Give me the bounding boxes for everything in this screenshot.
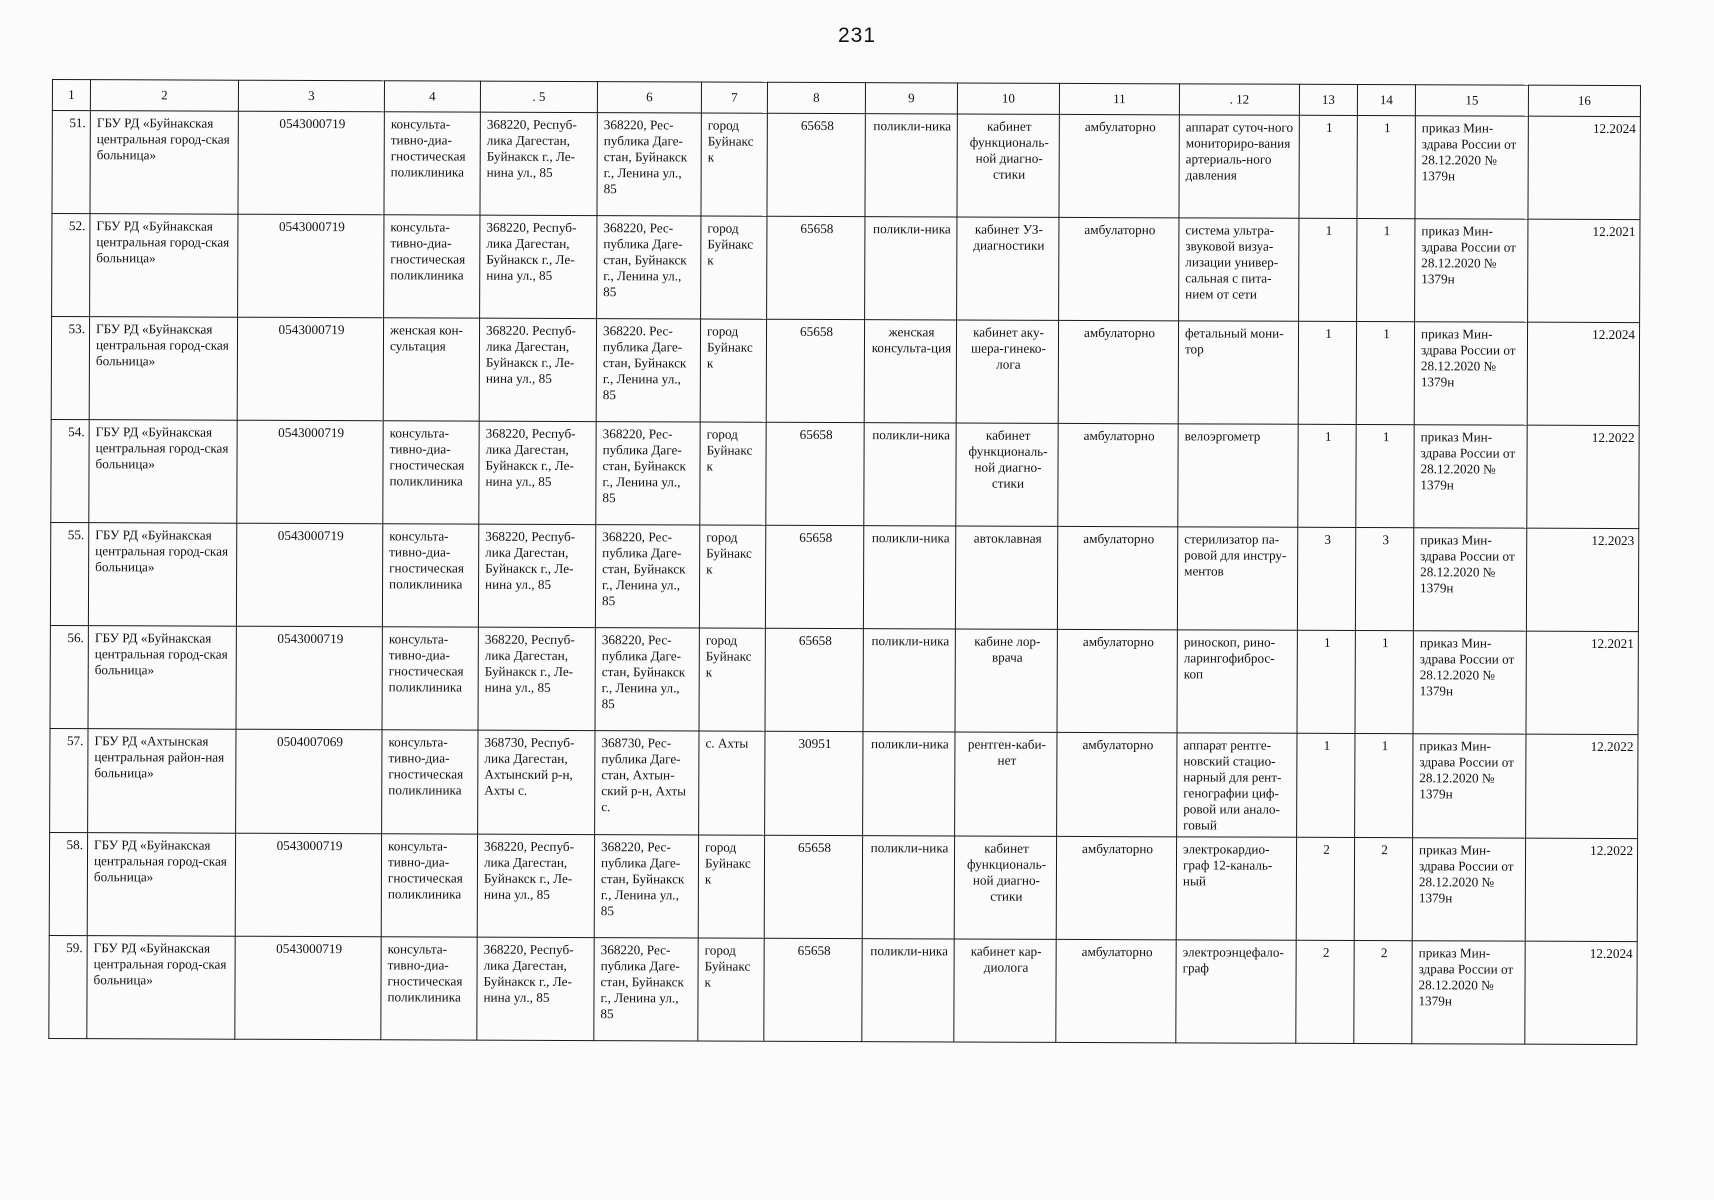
quantity-planned-cell: 2 [1354, 837, 1412, 940]
regulation-order-cell: приказ Мин-здрава России от 28.12.2020 № 1379н [1414, 322, 1527, 425]
regulation-order-cell: приказ Мин-здрава России от 28.12.2020 № 1379н [1412, 837, 1525, 940]
quantity-planned-cell: 1 [1356, 322, 1414, 425]
settlement-cell: город Буйнакс к [701, 113, 767, 216]
row-number-cell: 52. [52, 214, 90, 317]
deadline-date-cell: 12.2021 [1526, 631, 1638, 734]
quantity-required-cell: 1 [1299, 115, 1357, 218]
room-name-cell: кабинет функциональ-ной диагно-стики [956, 423, 1058, 526]
quantity-required-cell: 3 [1297, 527, 1355, 630]
table-row [49, 935, 1637, 1044]
table-row [51, 419, 1639, 528]
organization-name-cell: ГБУ РД «Буйнакская центральная город-ская больница» [90, 214, 238, 318]
care-mode-cell: амбулаторно [1059, 217, 1179, 320]
legal-address-cell: 368220, Респуб-лика Дагестан, Буйнакск г., Ле-нина ул., 85 [480, 112, 597, 215]
equipment-name-cell: риноскоп, рино-ларингофиброс-коп [1177, 630, 1297, 733]
organization-name-cell: ГБУ РД «Ахтынская центральная район-ная больница» [88, 729, 236, 833]
oktmo-code-cell: 65658 [764, 938, 862, 1041]
quantity-required-cell: 1 [1298, 424, 1356, 527]
room-name-cell: кабинет функциональ-ной диагно-стики [957, 114, 1059, 217]
room-name-cell: кабинет УЗ-диагностики [957, 217, 1059, 320]
column-header-1: 1 [52, 80, 90, 111]
column-header-5: . 5 [480, 81, 597, 112]
legal-address-cell: 368730, Респуб-лика Дагестан, Ахтынский р-н, Ахты с. [478, 730, 595, 834]
organization-name-cell: ГБУ РД «Буйнакская центральная город-ская больница» [89, 317, 237, 421]
table-row [50, 728, 1638, 838]
row-number-cell: 53. [51, 317, 89, 420]
inn-code-cell: 0543000719 [238, 214, 384, 318]
settlement-cell: город Буйнакс к [698, 938, 764, 1041]
facility-type-cell: консульта-тивно-диа-гностическая поликлиника [382, 627, 478, 730]
table-row [50, 625, 1638, 734]
care-mode-cell: амбулаторно [1056, 836, 1176, 939]
inn-code-cell: 0543000719 [237, 317, 383, 421]
deadline-date-cell: 12.2022 [1527, 425, 1639, 528]
legal-address-cell: 368220, Респуб-лика Дагестан, Буйнакск г., Ле-нина ул., 85 [479, 421, 596, 524]
deadline-date-cell: 12.2022 [1526, 734, 1638, 838]
settlement-cell: город Буйнакс к [699, 525, 765, 628]
column-header-14: 14 [1357, 85, 1415, 116]
column-header-7: 7 [701, 82, 767, 113]
quantity-planned-cell: 1 [1356, 425, 1414, 528]
regulation-order-cell: приказ Мин-здрава России от 28.12.2020 № 1379н [1412, 940, 1525, 1043]
deadline-date-cell: 12.2024 [1525, 941, 1637, 1044]
oktmo-code-cell: 65658 [765, 525, 863, 628]
quantity-planned-cell: 1 [1355, 631, 1413, 734]
inn-code-cell: 0543000719 [238, 111, 384, 215]
subdivision-cell: поликли-ника [862, 835, 954, 938]
quantity-required-cell: 2 [1296, 940, 1354, 1043]
care-mode-cell: амбулаторно [1057, 629, 1177, 732]
column-header-11: 11 [1059, 83, 1179, 114]
legal-address-cell: 368220. Респуб-лика Дагестан, Буйнакск г., Ле-нина ул., 85 [479, 318, 596, 421]
facility-type-cell: консульта-тивно-диа-гностическая поликлиника [382, 730, 478, 834]
oktmo-code-cell: 65658 [765, 628, 863, 731]
deadline-date-cell: 12.2021 [1528, 219, 1640, 322]
room-name-cell: кабинет функциональ-ной диагно-стики [954, 836, 1056, 939]
subdivision-cell: поликли-ника [865, 217, 957, 320]
page-number: 231 [837, 24, 877, 47]
register-table-wrapper [48, 79, 1640, 1045]
regulation-order-cell: приказ Мин-здрава России от 28.12.2020 № 1379н [1414, 425, 1527, 528]
equipment-name-cell: аппарат суточ-ного мониториро-вания артериаль-ного давления [1179, 115, 1299, 218]
room-name-cell: автоклавная [955, 526, 1057, 629]
subdivision-cell: поликли-ника [862, 938, 954, 1041]
facility-type-cell: консульта-тивно-диа-гностическая поликлиника [384, 112, 480, 215]
legal-address-cell: 368220, Респуб-лика Дагестан, Буйнакск г., Ле-нина ул., 85 [478, 627, 595, 730]
oktmo-code-cell: 65658 [764, 835, 862, 938]
organization-name-cell: ГБУ РД «Буйнакская центральная город-ская больница» [87, 935, 235, 1039]
quantity-planned-cell: 2 [1354, 940, 1412, 1043]
regulation-order-cell: приказ Мин-здрава России от 28.12.2020 № 1379н [1413, 528, 1526, 631]
equipment-name-cell: велоэргометр [1178, 424, 1298, 527]
equipment-register-table [48, 79, 1641, 1045]
inn-code-cell: 0543000719 [235, 936, 381, 1040]
organization-name-cell: ГБУ РД «Буйнакская центральная город-ская больница» [88, 523, 236, 627]
care-mode-cell: амбулаторно [1058, 423, 1178, 526]
oktmo-code-cell: 65658 [766, 422, 864, 525]
row-number-cell: 55. [50, 522, 88, 625]
quantity-planned-cell: 1 [1357, 219, 1415, 322]
legal-address-cell: 368220, Респуб-лика Дагестан, Буйнакск г., Ле-нина ул., 85 [477, 834, 594, 937]
inn-code-cell: 0543000719 [236, 626, 382, 730]
table-row [52, 214, 1640, 323]
settlement-cell: город Буйнакс к [700, 422, 766, 525]
actual-address-cell: 368220, Рес-публика Даге-стан, Буйнакск г., Ленина ул., 85 [595, 525, 699, 628]
oktmo-code-cell: 65658 [766, 319, 864, 422]
care-mode-cell: амбулаторно [1058, 320, 1178, 423]
subdivision-cell: поликли-ника [863, 732, 955, 836]
column-header-15: 15 [1415, 85, 1528, 116]
room-name-cell: кабине лор-врача [955, 629, 1057, 732]
settlement-cell: город Буйнакс к [700, 319, 766, 422]
regulation-order-cell: приказ Мин-здрава России от 28.12.2020 № 1379н [1413, 631, 1526, 734]
care-mode-cell: амбулаторно [1057, 526, 1177, 629]
actual-address-cell: 368220. Рес-публика Даге-стан, Буйнакск г., Ленина ул., 85 [596, 319, 700, 422]
oktmo-code-cell: 65658 [767, 113, 865, 216]
quantity-required-cell: 1 [1297, 733, 1355, 837]
regulation-order-cell: приказ Мин-здрава России от 28.12.2020 № 1379н [1415, 219, 1528, 322]
column-header-9: 9 [865, 83, 957, 114]
row-number-cell: 58. [49, 832, 87, 935]
row-number-cell: 57. [50, 728, 88, 832]
regulation-order-cell: приказ Мин-здрава России от 28.12.2020 № 1379н [1415, 116, 1528, 219]
facility-type-cell: женская кон-сультация [383, 318, 479, 421]
quantity-planned-cell: 1 [1355, 734, 1413, 838]
equipment-name-cell: электроэнцефало-граф [1176, 939, 1296, 1042]
row-number-cell: 54. [51, 419, 89, 522]
column-header-3: 3 [238, 80, 384, 112]
equipment-name-cell: электрокардио-граф 12-каналь-ный [1176, 836, 1296, 939]
facility-type-cell: консульта-тивно-диа-гностическая поликлиника [381, 936, 477, 1039]
table-row [51, 317, 1639, 426]
quantity-required-cell: 2 [1296, 837, 1354, 940]
room-name-cell: кабинет кар-диолога [954, 939, 1056, 1042]
quantity-required-cell: 1 [1297, 630, 1355, 733]
quantity-planned-cell: 3 [1355, 528, 1413, 631]
column-header-4: 4 [384, 81, 480, 112]
table-row [50, 522, 1638, 631]
settlement-cell: город Буйнакс к [698, 835, 764, 938]
row-number-cell: 56. [50, 625, 88, 728]
facility-type-cell: консульта-тивно-диа-гностическая поликлиника [384, 215, 480, 318]
equipment-name-cell: система ультра-звуковой визуа-лизации универ-сальная с пита-нием от сети [1179, 218, 1299, 321]
actual-address-cell: 368220, Рес-публика Даге-стан, Буйнакск г., Ленина ул., 85 [597, 216, 701, 319]
column-header-12: . 12 [1179, 84, 1299, 115]
oktmo-code-cell: 30951 [765, 731, 863, 835]
oktmo-code-cell: 65658 [767, 216, 865, 319]
deadline-date-cell: 12.2023 [1526, 528, 1638, 631]
settlement-cell: город Буйнакс к [699, 628, 765, 731]
equipment-name-cell: аппарат рентге-новский стацио-нарный для рент-генографии циф-ровой или анало-говый [1177, 733, 1297, 837]
organization-name-cell: ГБУ РД «Буйнакская центральная город-ская больница» [87, 832, 235, 936]
legal-address-cell: 368220, Респуб-лика Дагестан, Буйнакск г., Ле-нина ул., 85 [478, 524, 595, 627]
table-row [52, 111, 1640, 220]
column-header-2: 2 [90, 80, 238, 112]
room-name-cell: кабинет аку-шера-гинеко-лога [956, 320, 1058, 423]
subdivision-cell: поликли-ника [864, 423, 956, 526]
subdivision-cell: женская консульта-ция [864, 320, 956, 423]
care-mode-cell: амбулаторно [1056, 939, 1176, 1042]
quantity-required-cell: 1 [1299, 218, 1357, 321]
organization-name-cell: ГБУ РД «Буйнакская центральная город-ская больница» [88, 626, 236, 730]
legal-address-cell: 368220, Респуб-лика Дагестан, Буйнакск г., Ле-нина ул., 85 [477, 937, 594, 1040]
subdivision-cell: поликли-ника [863, 526, 955, 629]
inn-code-cell: 0504007069 [236, 729, 382, 833]
column-header-6: 6 [597, 82, 701, 113]
deadline-date-cell: 12.2022 [1525, 838, 1637, 941]
actual-address-cell: 368220, Рес-публика Даге-стан, Буйнакск г., Ленина ул., 85 [595, 628, 699, 731]
settlement-cell: с. Ахты [699, 731, 765, 835]
column-header-16: 16 [1528, 85, 1640, 116]
actual-address-cell: 368730, Рес-публика Даге-стан, Ахтын-ский р-н, Ахты с. [595, 731, 699, 835]
actual-address-cell: 368220, Рес-публика Даге-стан, Буйнакск г., Ленина ул., 85 [594, 834, 698, 937]
quantity-planned-cell: 1 [1357, 116, 1415, 219]
care-mode-cell: амбулаторно [1057, 732, 1177, 836]
deadline-date-cell: 12.2024 [1527, 322, 1639, 425]
equipment-name-cell: стерилизатор па-ровой для инстру-ментов [1177, 527, 1297, 630]
column-header-10: 10 [957, 83, 1059, 114]
inn-code-cell: 0543000719 [236, 523, 382, 627]
column-header-13: 13 [1299, 84, 1357, 115]
table-body [49, 111, 1641, 1045]
equipment-name-cell: фетальный мони-тор [1178, 321, 1298, 424]
inn-code-cell: 0543000719 [235, 833, 381, 937]
actual-address-cell: 368220, Рес-публика Даге-стан, Буйнакск г., Ленина ул., 85 [596, 422, 700, 525]
facility-type-cell: консульта-тивно-диа-гностическая поликлиника [382, 524, 478, 627]
settlement-cell: город Буйнакс к [701, 216, 767, 319]
inn-code-cell: 0543000719 [237, 420, 383, 524]
facility-type-cell: консульта-тивно-диа-гностическая поликлиника [381, 833, 477, 936]
quantity-required-cell: 1 [1298, 321, 1356, 424]
row-number-cell: 51. [52, 111, 90, 214]
facility-type-cell: консульта-тивно-диа-гностическая поликлиника [383, 421, 479, 524]
organization-name-cell: ГБУ РД «Буйнакская центральная город-ская больница» [90, 111, 238, 215]
room-name-cell: рентген-каби-нет [955, 732, 1057, 836]
organization-name-cell: ГБУ РД «Буйнакская центральная город-ская больница» [89, 420, 237, 524]
subdivision-cell: поликли-ника [865, 114, 957, 217]
row-number-cell: 59. [49, 935, 87, 1038]
subdivision-cell: поликли-ника [863, 629, 955, 732]
legal-address-cell: 368220, Респуб-лика Дагестан, Буйнакск г., Ле-нина ул., 85 [480, 215, 597, 318]
actual-address-cell: 368220, Рес-публика Даге-стан, Буйнакск г., Ленина ул., 85 [594, 937, 698, 1040]
care-mode-cell: амбулаторно [1059, 114, 1179, 217]
regulation-order-cell: приказ Мин-здрава России от 28.12.2020 № 1379н [1413, 734, 1526, 838]
deadline-date-cell: 12.2024 [1528, 116, 1640, 219]
table-row [49, 832, 1637, 941]
column-header-8: 8 [767, 82, 865, 113]
actual-address-cell: 368220, Рес-публика Даге-стан, Буйнакск г., Ленина ул., 85 [597, 113, 701, 216]
